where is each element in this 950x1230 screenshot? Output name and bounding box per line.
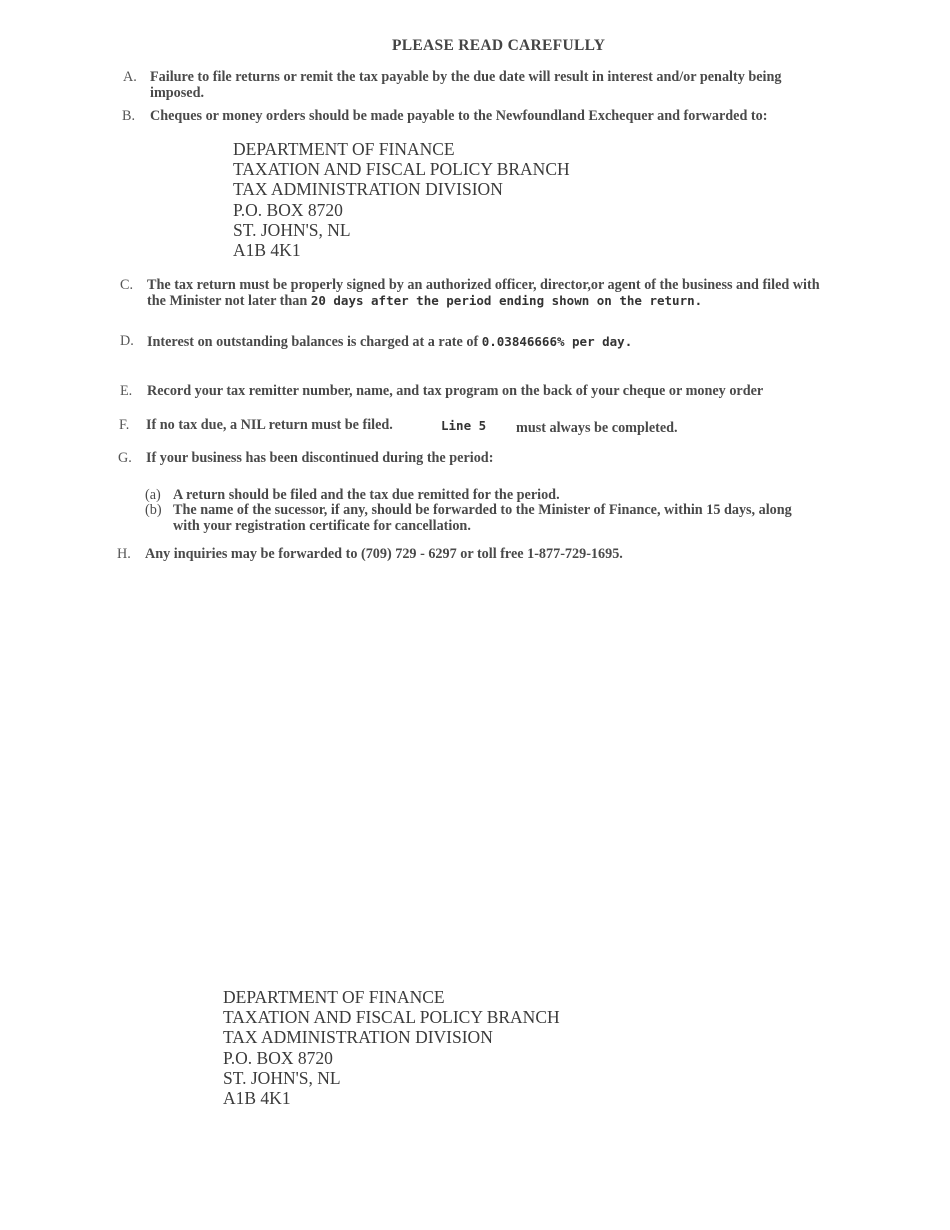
instruction-g-sub-b [145,503,925,535]
instruction-e [120,384,920,400]
address-bottom-line-1: DEPARTMENT OF FINANCE [223,987,445,1007]
item-letter-b: B. [122,108,136,124]
page-title: PLEASE READ CAREFULLY [392,37,606,54]
instruction-g-sub-b-line1: The name of the sucessor, if any, should be forwarded to the Minister of Finance, within 15 days, along [173,502,792,518]
instruction-d [120,334,920,350]
instruction-a-line1: Failure to file returns or remit the tax payable by the due date will result in interest and/or penalty being [150,69,782,85]
mailing-address-top [233,139,570,260]
interest-rate: 0.03846666% per day. [481,334,633,349]
address-top-line-3: TAX ADMINISTRATION DIVISION [233,179,503,200]
item-letter-f: F. [119,417,130,433]
instruction-d-line1 [147,334,632,350]
item-letter-g: G. [118,450,132,466]
instruction-f [119,418,919,434]
sub-letter-b: (b) [145,502,162,518]
item-letter-d: D. [120,333,134,349]
instruction-e-line1: Record your tax remitter number, name, and tax program on the back of your cheque or money order [147,383,764,399]
instruction-f-text-after: must always be completed. [516,420,678,436]
instruction-a [123,70,923,102]
instruction-c-line2-text: the Minister not later than [147,293,308,309]
line-5-reference: Line 5 [441,418,487,433]
address-bottom-line-3: TAX ADMINISTRATION DIVISION [223,1027,493,1048]
mailing-address-bottom [223,987,560,1108]
instruction-c-line1: The tax return must be properly signed by an authorized officer, director,or agent of the business and filed with [147,277,820,293]
instruction-g-sub-b-line2: with your registration certificate for cancellation. [173,518,471,534]
instruction-h [117,547,917,563]
instruction-c-deadline: 20 days after the period ending shown on the return. [310,293,703,308]
instruction-c [120,278,930,310]
address-top-line-4: P.O. BOX 8720 [233,199,343,220]
instruction-f-text-before: If no tax due, a NIL return must be filed. [146,417,393,433]
address-bottom-line-4: P.O. BOX 8720 [223,1047,333,1068]
instruction-a-line2: imposed. [150,85,204,101]
address-top-line-1: DEPARTMENT OF FINANCE [233,139,455,159]
item-letter-e: E. [120,383,133,399]
instruction-h-line1: Any inquiries may be forwarded to (709) 729 - 6297 or toll free 1-877-729-1695. [145,546,623,562]
address-bottom-line-2: TAXATION AND FISCAL POLICY BRANCH [223,1007,560,1028]
item-letter-h: H. [117,546,131,562]
instruction-g-sub-a-line1: A return should be filed and the tax due remitted for the period. [173,487,560,503]
item-letter-a: A. [123,69,137,85]
address-top-line-6: A1B 4K1 [233,240,301,261]
address-top-line-5: ST. JOHN'S, NL [233,219,351,240]
address-bottom-line-6: A1B 4K1 [223,1088,291,1109]
instruction-g [118,451,918,467]
instruction-b [122,109,922,125]
instruction-b-line1: Cheques or money orders should be made payable to the Newfoundland Exchequer and forwarded to: [150,108,768,124]
item-letter-c: C. [120,277,134,293]
instruction-c-line2 [147,293,702,309]
instruction-d-text: Interest on outstanding balances is charged at a rate of [147,334,479,350]
sub-letter-a: (a) [145,487,161,503]
instruction-g-line1: If your business has been discontinued during the period: [146,450,494,466]
address-top-line-2: TAXATION AND FISCAL POLICY BRANCH [233,159,570,180]
address-bottom-line-5: ST. JOHN'S, NL [223,1067,341,1088]
